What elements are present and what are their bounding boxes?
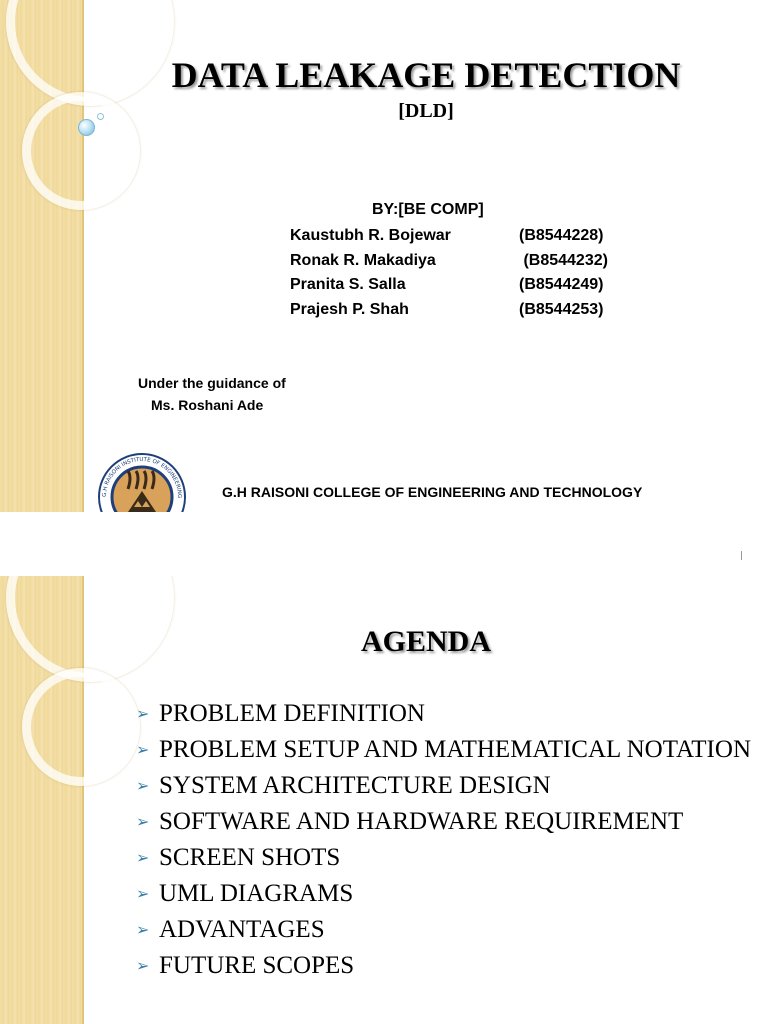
guide-name: Ms. Roshani Ade [151,397,264,413]
agenda-item-label: SCREEN SHOTS [159,844,341,871]
agenda-slide [0,576,768,1024]
guidance-label: Under the guidance of [138,375,286,391]
member-name: Prajesh P. Shah [290,301,409,318]
agenda-item-label: FUTURE SCOPES [159,952,355,979]
agenda-item [136,915,756,944]
by-label: BY:[BE COMP] [372,201,484,218]
member-row [290,276,630,298]
member-name: Ronak R. Makadiya [290,252,436,269]
college-emblem-icon [84,449,194,512]
slide-title: DATA LEAKAGE DETECTION [171,55,681,95]
member-roll: (B8544253) [519,301,604,318]
decorative-ring-middle [22,668,140,786]
arrow-right-icon: ➢ [136,740,150,759]
agenda-item-label: PROBLEM DEFINITION [159,700,425,727]
member-roll: (B8544228) [519,227,604,244]
arrow-right-icon: ➢ [136,920,150,939]
arrow-right-icon: ➢ [136,956,150,975]
agenda-title: AGENDA [360,625,491,658]
agenda-item-label: UML DIAGRAMS [159,880,354,907]
arrow-right-icon: ➢ [136,884,150,903]
agenda-item [136,699,756,728]
agenda-item [136,879,756,908]
slide-subtitle: [DLD] [398,100,454,122]
arrow-right-icon: ➢ [136,812,150,831]
agenda-item [136,735,756,764]
member-name: Kaustubh R. Bojewar [290,227,451,244]
member-roll: (B8544232) [519,252,608,269]
agenda-item-label: PROBLEM SETUP AND MATHEMATICAL NOTATION [159,736,751,763]
agenda-item-label: SOFTWARE AND HARDWARE REQUIREMENT [159,808,684,835]
agenda-item [136,807,756,836]
arrow-right-icon: ➢ [136,704,150,723]
agenda-item [136,771,756,800]
agenda-list [136,699,756,987]
member-row [290,252,630,274]
logo-text: G.H RAISONI INSTITUTE OF ENGINEERING [101,456,183,499]
member-roll: (B8544249) [519,276,604,293]
slide-divider-mark [741,551,742,560]
college-name: G.H RAISONI COLLEGE OF ENGINEERING AND TECHNOLOGY [222,484,643,500]
member-row [290,227,630,249]
agenda-item [136,951,756,980]
member-name: Pranita S. Salla [290,276,406,293]
agenda-item-label: SYSTEM ARCHITECTURE DESIGN [159,772,551,799]
arrow-right-icon: ➢ [136,848,150,867]
agenda-item [136,843,756,872]
college-logo [84,449,194,512]
agenda-item-label: ADVANTAGES [159,916,325,943]
member-row [290,301,630,323]
arrow-right-icon: ➢ [136,776,150,795]
